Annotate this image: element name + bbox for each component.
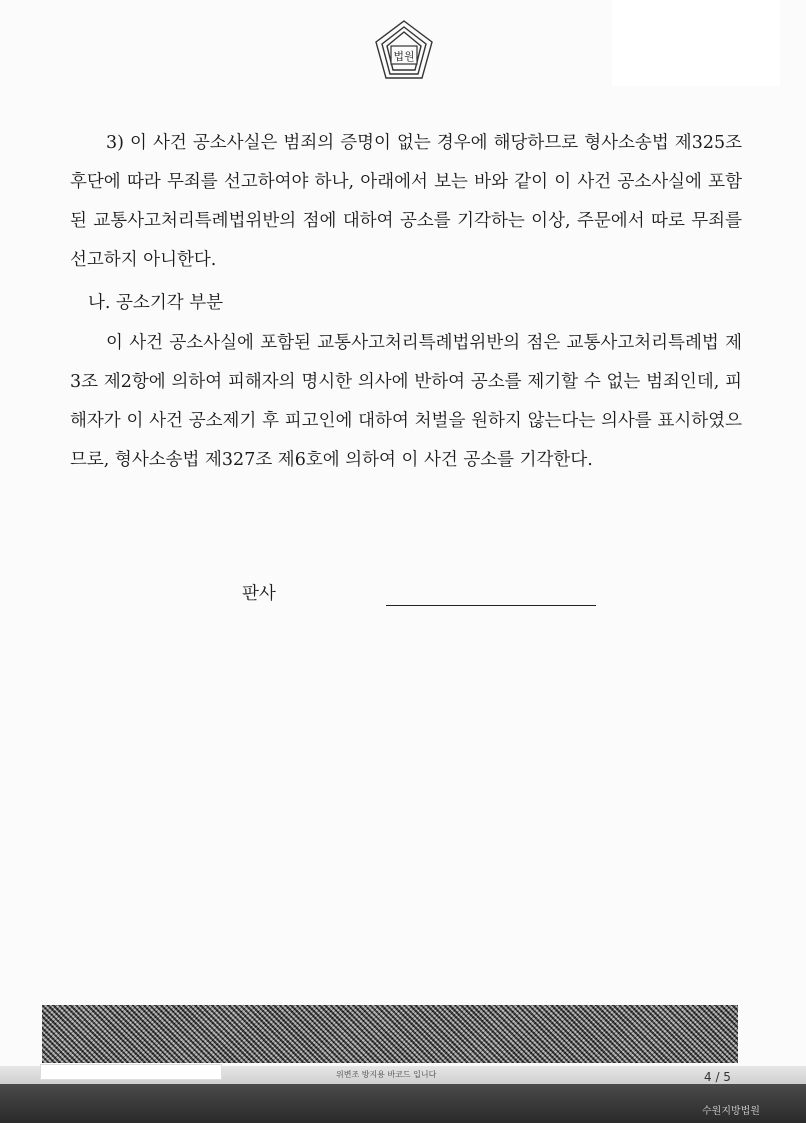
footer-dark-bar <box>0 1084 806 1123</box>
seal-text: 법원 <box>393 50 415 63</box>
court-name-footer: 수원지방법원 <box>702 1106 760 1117</box>
barcode-notice: 위변조 방지용 바코드 입니다 <box>336 1070 437 1079</box>
section-heading-dismissal: 나. 공소기각 부분 <box>88 293 224 313</box>
redaction-box-bottom-left <box>40 1064 222 1080</box>
page-number: 4 / 5 <box>704 1070 731 1084</box>
paragraph-dismissal: 이 사건 공소사실에 포함된 교통사고처리특례법위반의 점은 교통사고처리특례법 제3조 제2항에 의하여 피해자의 명시한 의사에 반하여 공소를 제기할 수 없는 범죄인데, 피해자가 이 사건 공소제기 후 피고인에 대하여 처벌을 원하지 않는다는 의사를 표시하였으므로, 형사소송법 제327조 제6호에 의하여 이 사건 공소를 기각한다. <box>70 333 742 470</box>
signature-line <box>386 605 596 606</box>
anti-forgery-barcode <box>42 1005 738 1063</box>
redaction-box-top-right <box>612 0 780 86</box>
court-seal-logo <box>372 18 436 88</box>
paragraph-acquittal: 3) 이 사건 공소사실은 범죄의 증명이 없는 경우에 해당하므로 형사소송법 제325조 후단에 따라 무죄를 선고하여야 하나, 아래에서 보는 바와 같이 이 사건 공소사실에 포함된 교통사고처리특례법위반의 점에 대하여 공소를 기각하는 이상, 주문에서 따로 무죄를 선고하지 아니한다. <box>70 133 742 270</box>
judge-label: 판사 <box>242 584 276 604</box>
